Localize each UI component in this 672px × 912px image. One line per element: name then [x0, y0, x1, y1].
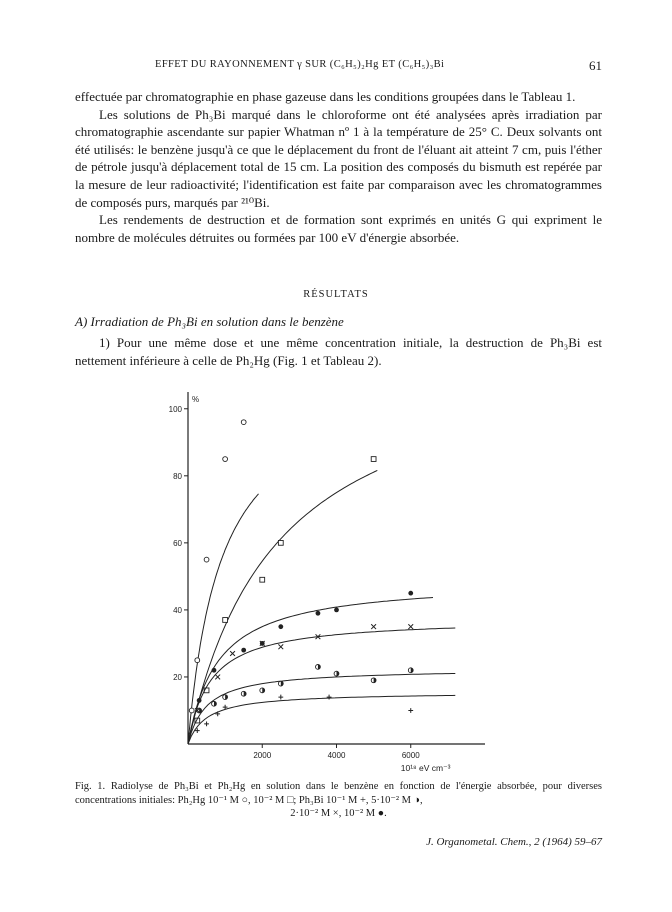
data-point	[408, 624, 413, 629]
data-point	[241, 648, 246, 653]
data-point	[189, 708, 194, 713]
data-point	[204, 721, 209, 726]
data-point	[204, 557, 209, 562]
paragraph-4-text: 1) Pour une même dose et une même concentration initiale, la destruction de Ph₃Bi est nettement inférieure à celle de Ph₂Hg (Fig. 1 et Tableau 2).	[75, 335, 602, 368]
data-point	[212, 668, 217, 673]
body-text	[75, 88, 602, 246]
data-point	[316, 611, 321, 616]
y-tick-label: 40	[173, 605, 182, 615]
y-axis-label: %	[192, 395, 200, 404]
data-point	[278, 695, 283, 700]
data-point	[241, 420, 246, 425]
data-point	[408, 591, 413, 596]
data-point	[334, 608, 339, 613]
data-point	[223, 618, 228, 623]
x-tick-label: 2000	[253, 751, 272, 760]
journal-reference: J. Organometal. Chem., 2 (1964) 59–67	[426, 836, 602, 848]
data-point	[327, 695, 332, 700]
section-title: RÉSULTATS	[303, 289, 369, 300]
data-point	[371, 624, 376, 629]
y-tick-label: 100	[168, 404, 182, 414]
running-head-title: EFFET DU RAYONNEMENT γ SUR (C₆H₅)₂Hg ET (C₆H₅)₃Bi	[155, 59, 445, 70]
data-point	[260, 641, 265, 646]
y-tick-label: 60	[173, 538, 182, 548]
data-point	[371, 457, 376, 462]
subsection-title: A) Irradiation de Ph₃Bi en solution dans le benzène	[75, 314, 344, 329]
data-point	[278, 540, 283, 545]
y-tick-label: 20	[173, 672, 182, 682]
data-point	[223, 457, 228, 462]
caption-line-2: 2·10⁻² M ×, 10⁻² M ●.	[290, 808, 387, 819]
data-point	[215, 711, 220, 716]
radiolysis-chart	[160, 384, 520, 779]
paragraph-2: Les solutions de Ph₃Bi marqué dans le chloroforme ont été analysées après irradiation par chromatographie ascendante sur papier Whatman nº 1 à la température de 25° C. Deux solvants ont été utilisés: le benzène jusqu'à ce que le déplacement du front de l'éluant ait atteint 7 cm, puis l'éther de pétrole jusqu'à déplacement total de 15 cm. La position des composés du bismuth est repérée par la mesure de leur radioactivité; l'identification est faite par comparaison avec les chromatogrammes de composés purs, marqués par ²¹⁰Bi.	[75, 106, 602, 210]
paragraph-3: Les rendements de destruction et de formation sont exprimés en unités G qui expriment le nombre de molécules détruites ou formées par 100 eV d'énergie absorbée.	[75, 212, 602, 245]
page-number: 61	[589, 58, 602, 73]
x-axis-label: 10¹⁸ eV cm⁻³	[400, 763, 451, 773]
figure-1	[160, 384, 520, 779]
figure-caption	[75, 780, 602, 821]
series-curve	[188, 695, 455, 744]
x-tick-label: 4000	[327, 751, 346, 760]
x-tick-label: 6000	[401, 751, 420, 760]
data-point	[197, 698, 202, 703]
data-point	[230, 651, 235, 656]
data-point	[260, 577, 265, 582]
caption-line-1: Fig. 1. Radiolyse de Ph₃Bi et Ph₂Hg en solution dans le benzène en fonction de l'énergie absorbée, pour diverses concentrations initiales: Ph₂Hg 10⁻¹ M ○, 10⁻² M □; Ph₃Bi 10⁻¹ M +, 5·10⁻² M ◑,	[75, 781, 602, 806]
data-point	[215, 675, 220, 680]
data-point	[195, 658, 200, 663]
y-tick-label: 80	[173, 471, 182, 481]
data-point	[408, 708, 413, 713]
running-header	[75, 59, 602, 79]
paragraph-4	[75, 334, 602, 369]
paragraph-1: effectuée par chromatographie en phase gazeuse dans les conditions groupées dans le Tableau 1.	[75, 89, 576, 104]
data-point	[278, 624, 283, 629]
series-curve	[188, 628, 455, 744]
data-point	[278, 644, 283, 649]
